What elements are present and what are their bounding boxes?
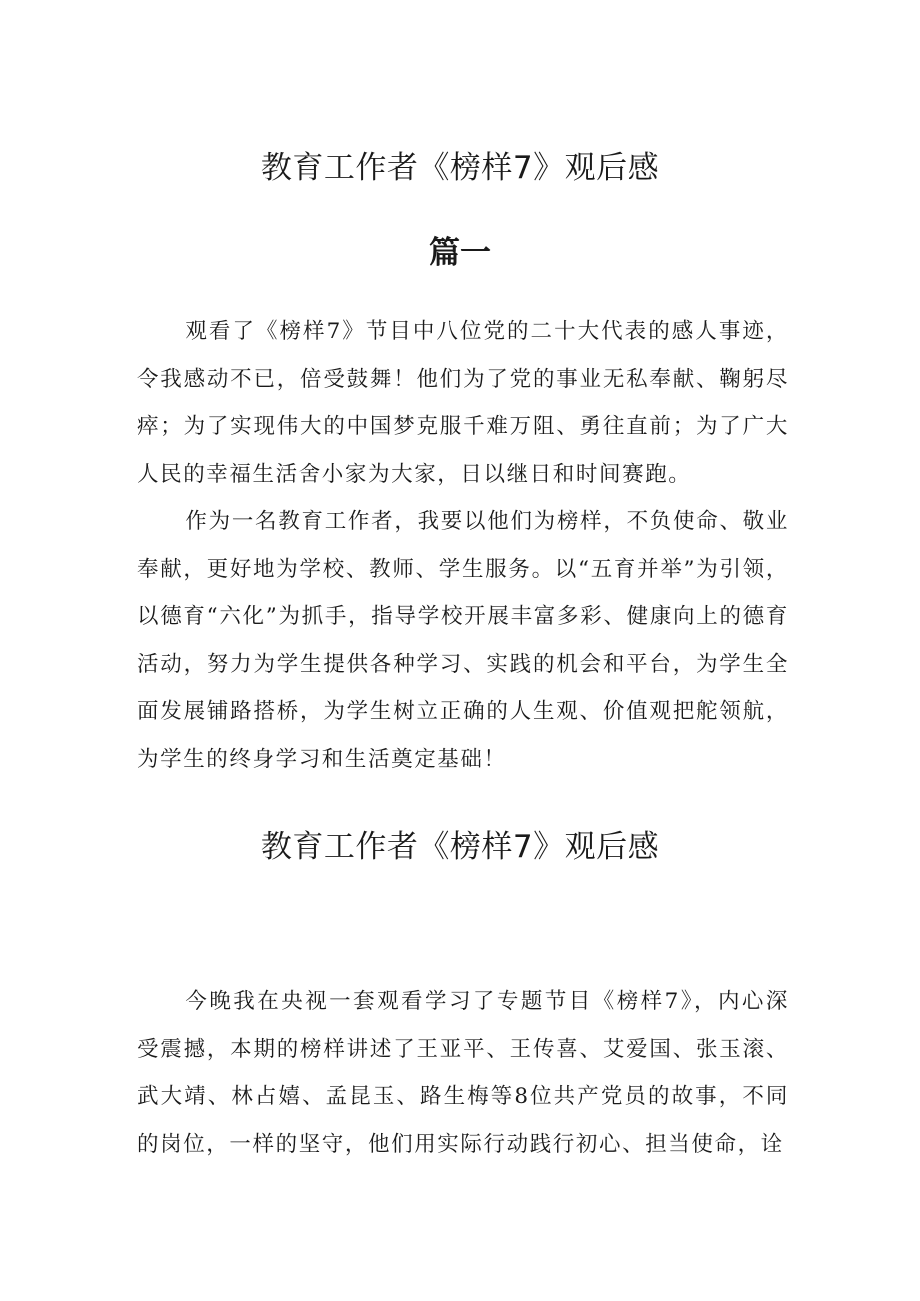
paragraph: 作为一名教育工作者，我要以他们为榜样，不负使命、敬业奉献，更好地为学校、教师、学生服务。以“五育并举”为引领，以德育“六化”为抓手，指导学校开展丰富多彩、健康向上的德育活动，努力为学生提供各种学习、实践的机会和平台，为学生全面发展铺路搭桥，为学生树立正确的人生观、价值观把舵领航，为学生的终身学习和生活奠定基础！	[137, 509, 789, 772]
document-title: 教育工作者《榜样7》观后感	[260, 150, 660, 186]
paragraph: 观看了《榜样7》节目中八位党的二十大代表的感人事迹，令我感动不已，倍受鼓舞！他们为了党的事业无私奉献、鞠躬尽瘁；为了实现伟大的中国梦克服千难万阻、勇往直前；为了广大人民的幸福生活舍小家为大家，日以继日和时间赛跑。	[137, 319, 789, 487]
paragraph: 今晚我在央视一套观看学习了专题节目《榜样7》，内心深受震撼，本期的榜样讲述了王亚平、王传喜、艾爱国、张玉滚、武大靖、林占嬉、孟昆玉、路生梅等8位共产党员的故事，不同的岗位，一样的坚守，他们用实际行动践行初心、担当使命，诠	[137, 989, 789, 1157]
document-title-second: 教育工作者《榜样7》观后感	[260, 829, 660, 865]
section-label: 篇一	[429, 235, 491, 271]
